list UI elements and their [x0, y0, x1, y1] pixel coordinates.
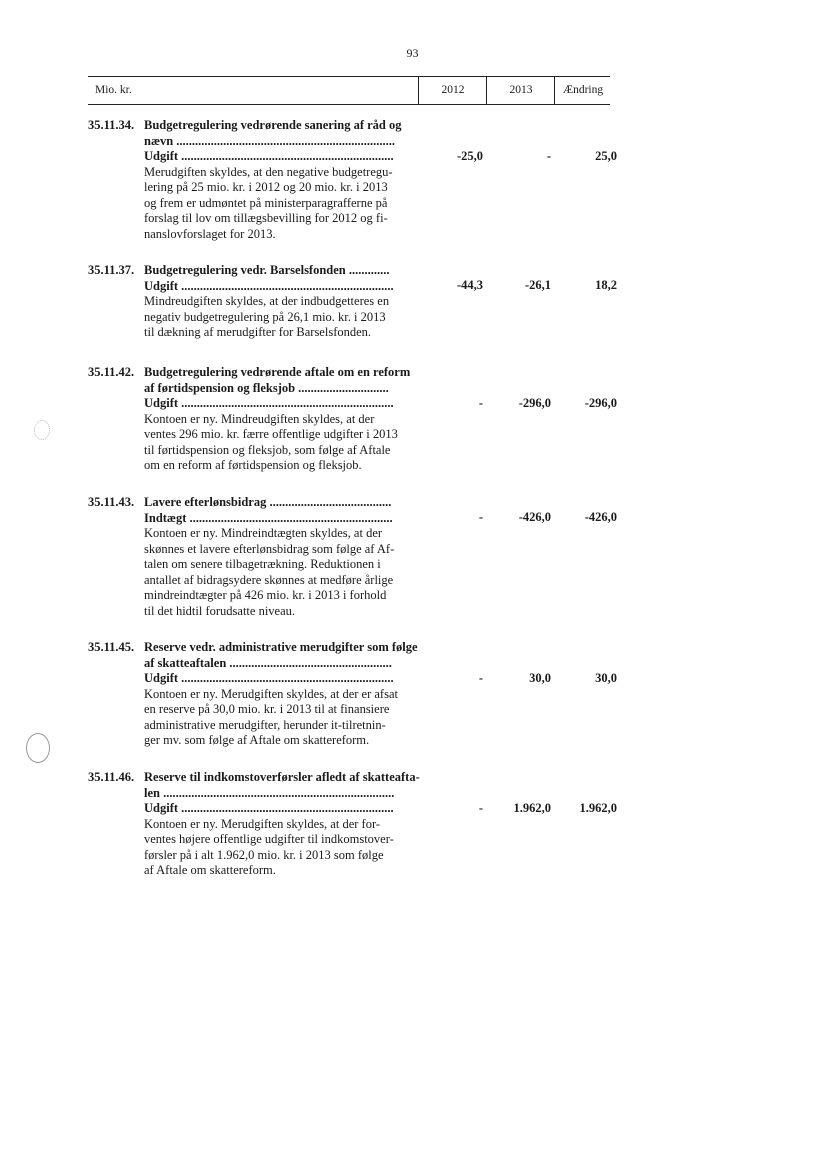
desc-line: Kontoen er ny. Mindreindtægten skyldes, at der: [144, 526, 383, 540]
header-unit: Mio. kr.: [95, 84, 132, 96]
desc-line: negativ budgetregulering på 26,1 mio. kr. i 2013: [144, 309, 386, 324]
desc-line: talen om senere tilbagetrækning. Reduktionen i: [144, 557, 381, 571]
account-number: 35.11.43.: [88, 495, 135, 509]
entry-body: [144, 118, 506, 242]
desc-line: nanslovforslaget for 2013.: [144, 226, 276, 241]
entry-heading: Reserve vedr. administrative merudgifter som følge: [144, 640, 418, 654]
value-change: -296,0: [584, 396, 617, 410]
entry-description: [144, 687, 506, 749]
value-change: 1.962,0: [579, 801, 617, 815]
value-2012: -25,0: [456, 149, 483, 163]
account-number: 35.11.34.: [88, 118, 135, 132]
entry-heading-cont: len ..........................................................................: [144, 785, 395, 800]
desc-line: Kontoen er ny. Merudgiften skyldes, at der er afsat: [144, 686, 398, 701]
page-number: 93: [406, 46, 419, 60]
value-2013: -26,1: [524, 278, 551, 292]
desc-line: førsler på i alt 1.962,0 mio. kr. i 2013 som følge: [144, 847, 384, 862]
entry-type: Udgift ....................................................................: [144, 278, 394, 293]
entry-heading: Budgetregulering vedrørende sanering af råd og: [144, 118, 402, 132]
desc-line: til det hidtil forudsatte niveau.: [144, 603, 296, 618]
entry-heading: Budgetregulering vedrørende aftale om en reform: [144, 365, 411, 379]
desc-line: administrative merudgifter, herunder it-tilretnin-: [144, 717, 386, 732]
entry-description: [144, 412, 506, 474]
desc-line: skønnes et lavere efterlønsbidrag som følge af Af-: [144, 541, 395, 556]
desc-line: til dækning af merudgifter for Barselsfonden.: [144, 325, 372, 339]
desc-line: ventes 296 mio. kr. færre offentlige udgifter i 2013: [144, 427, 398, 441]
entry-body: [144, 263, 506, 341]
desc-line: ger mv. som følge af Aftale om skattereform.: [144, 733, 370, 747]
header-change: Ændring: [554, 77, 611, 104]
value-2013: 1.962,0: [513, 801, 551, 815]
entry-type: Indtægt .................................................................: [144, 510, 393, 525]
value-2012: -: [478, 510, 483, 524]
value-change: 18,2: [595, 278, 617, 292]
desc-line: Merudgiften skyldes, at den negative budgetregu-: [144, 164, 393, 179]
value-2013: -: [546, 149, 551, 163]
entry-description: [144, 165, 506, 243]
entry-description: [144, 294, 506, 341]
value-change: -426,0: [584, 510, 617, 524]
scan-artifact: [34, 420, 50, 440]
table-header: [88, 76, 610, 105]
entry-heading: Budgetregulering vedr. Barselsfonden .............: [144, 263, 390, 277]
desc-line: en reserve på 30,0 mio. kr. i 2013 til at finansiere: [144, 702, 390, 716]
desc-line: Kontoen er ny. Mindreudgiften skyldes, at der: [144, 411, 375, 426]
value-change: 25,0: [595, 149, 617, 163]
desc-line: antallet af bidragsydere skønnes at medføre årlige: [144, 572, 394, 587]
entry-heading-cont: nævn ......................................................................: [144, 133, 396, 148]
value-2013: -296,0: [518, 396, 551, 410]
account-number: 35.11.46.: [88, 770, 135, 784]
desc-line: og frem er udmøntet på ministerparagrafferne på: [144, 195, 388, 210]
entry-heading-cont: af skatteaftalen ....................................................: [144, 655, 392, 670]
desc-line: mindreindtægter på 426 mio. kr. i 2013 i forhold: [144, 588, 387, 602]
desc-line: ventes højere offentlige udgifter til indkomstover-: [144, 832, 394, 846]
desc-line: af Aftale om skattereform.: [144, 863, 276, 877]
desc-line: lering på 25 mio. kr. i 2012 og 20 mio. kr. i 2013: [144, 180, 388, 194]
desc-line: forslag til lov om tillægsbevilling for 2012 og fi-: [144, 211, 388, 225]
entry-body: [144, 770, 506, 879]
value-2013: -426,0: [518, 510, 551, 524]
entry-type: Udgift ....................................................................: [144, 396, 394, 410]
entry-type: Udgift ....................................................................: [144, 149, 394, 163]
desc-line: om en reform af førtidspension og fleksjob.: [144, 458, 362, 472]
entry-heading-cont: af førtidspension og fleksjob .............................: [144, 380, 389, 395]
header-year-2012: 2012: [418, 77, 487, 104]
desc-line: Kontoen er ny. Merudgiften skyldes, at der for-: [144, 816, 381, 831]
desc-line: Mindreudgiften skyldes, at der indbudgetteres en: [144, 294, 390, 308]
value-2012: -: [478, 671, 483, 685]
desc-line: til førtidspension og fleksjob, som følge af Aftale: [144, 442, 391, 457]
entry-body: [144, 365, 506, 474]
entry-type: Udgift ....................................................................: [144, 801, 394, 815]
header-year-2013: 2013: [486, 77, 555, 104]
entry-heading: Reserve til indkomstoverførsler afledt af skatteafta-: [144, 770, 420, 784]
value-2012: -44,3: [456, 278, 483, 292]
entry-description: [144, 526, 506, 619]
entry-heading: Lavere efterlønsbidrag .......................................: [144, 495, 392, 509]
entry-type: Udgift ....................................................................: [144, 671, 394, 685]
account-number: 35.11.45.: [88, 640, 135, 654]
scan-artifact: [26, 733, 50, 763]
value-2012: -: [478, 801, 483, 815]
value-2012: -: [478, 396, 483, 410]
value-2013: 30,0: [529, 671, 551, 685]
entry-description: [144, 817, 506, 879]
entry-body: [144, 640, 506, 749]
account-number: 35.11.42.: [88, 365, 135, 379]
account-number: 35.11.37.: [88, 263, 135, 277]
value-change: 30,0: [595, 671, 617, 685]
